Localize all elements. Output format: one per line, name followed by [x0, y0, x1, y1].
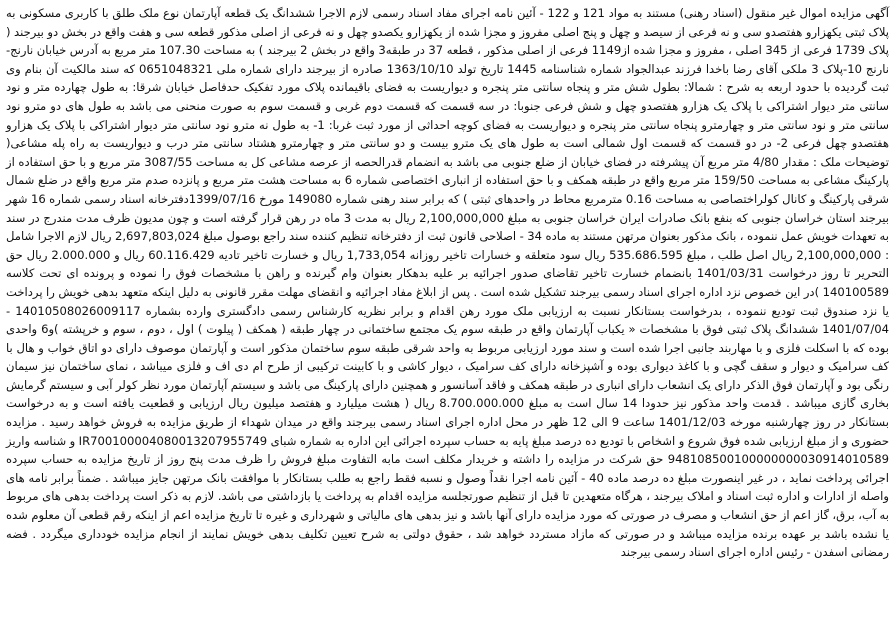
- auction-notice-text: آگهی مزایده اموال غیر منقول (اسناد رهنی) مستند به مواد 121 و 122 - آئین نامه اجرای مفاد اسناد رسمی لازم الاجرا ششدانگ یک قطعه آپارتمان نوع ملک طلق با کاربری مسکونی به پلاک ثبتی یکهزارو هفتصدو سی و نه فرعی از سیصد و چهل و پنج اصلی مفروز و مجزا شده از یکهزارو یکصدو چهل و نه فرعی از اصلی مذکور قطعه سی و هفت واقع در بخش دو بیرجند ( پلاک 1739 فرعی از 345 اصلی ، مفروز و مجزا شده از1149 فرعی از اصلی مذکور ، قطعه 37 در طبقه3 واقع در بخش 2 بیرجند ) به مساحت 107.30 متر مربع به آدرس خیابان نارنج-نارنج 10-پلاک 3 ملکی آقای رضا باخدا فرزند عبدالجواد شماره شناسنامه 1445 تاریخ تولد 1363/10/10 صادره از بیرجند دارای شماره ملی 0651048321 که سند مالکیت آن بنام وی ثبت گردیده با حدود اربعه به شرح : شمالا: بطول شش متر و پنجاه سانتی متر پنجره و دیواریست به فضای باقیمانده پلاک مورد تفکیک حدفاصل خیابان شرقا: به طول چهارده متر و نود سانتی متر دیوار اشتراکی با پلاک یک هزارو هفتصدو چهل و شش فرعی جنوبا: در سه قسمت که قسمت دوم غربی و قسمت سوم به صورت منحنی می باشد به طول های دو مترو نود سانتی متر و نود سانتی متر و چهارمترو پنجاه سانتی متر پنجره و دیواریست به فضای کوچه احداثی از مورد ثبت غربا: 1- به طول نه مترو نود سانتی متر دیوار اشتراکی با پلاک یک هزارو هفتصدو چهل فرعی 2- در دو قسمت که قسمت اول شمالی است به طول های یک مترو بیست و دو سانتی متر و چهارمترو هشتاد سانتی متر درب و دیواریست به راه پله مشاعی( توضیحات ملک : مقدار 4/80 متر مربع آن پیشرفته در فضای خیابان از ضلع جنوبی می باشد به انضمام قدرالحصه از عرصه مشاعی کل به مساحت 3087/55 متر مربع و با حق استفاده از پارکینگ مشاعی به مساحت 159/50 متر مربع واقع در طبقه همکف و با حق استفاده از انباری اختصاصی شماره 6 به مساحت هشت متر مربع و پانزده صدم متر مربع واقع در ضلع شمال شرقی پارکینگ و کانال کولراختصاصی به مساحت 0.16 مترمربع محاط در واحدهای ثبتی ) که برابر سند رهنی شماره 149080 مورخ 1399/07/16دفترخانه اسناد رسمی شماره 16 شهر بیرجند استان خراسان جنوبی که بنفع بانک صادرات ایران خراسان جنوبی به مبلغ 2,100,000,000 ریال به مدت 3 ماه در رهن قرار گرفته است و چون مدیون ظرف مدت مندرج در سند به تعهدات خویش عمل ننموده ، بانک مذکور بعنوان مرتهن مستند به ماده 34 - اصلاحی قانون ثبت از دفترخانه تنظیم کننده سند راجع بوصول مبلغ 2,697,803,024 ریال لازم الاجرا شامل : 2,100,000,000 ریال اصل طلب ، مبلغ 535.686.595 ریال سود متعلقه و خسارات تاخیر روزانه 1,733,054 ریال و خسارت تاخیر تادیه 60.116.429 ریال و 2.000.000 ریال حق التحریر تا روز درخواست 1401/03/31 بانضمام خسارت تاخیر تقاضای صدور اجرائیه بر علیه بدهکار بعنوان وام گیرنده و راهن با مشخصات فوق را نموده و پرونده ای تحت کلاسه 140100589 )در این خصوص نزد اداره اجرای اسناد رسمی بیرجند تشکیل شده است . پس از ابلاغ مفاد اجرائیه و انقضای مهلت مقرر قانونی به دلیل اینکه متعهد بدهی خویش را پرداخت یا نزد صندوق ثبت تودیع ننموده ، بدرخواست بستانکار نسبت به ارزیابی ملک مورد رهن اقدام و برابر نظریه کارشناس رسمی دادگستری وارده بشماره 14010508026009117 - 1401/07/04 ششدانگ پلاک ثبتی فوق با مشخصات « یکباب آپارتمان واقع در طبقه سوم یک مجتمع ساختمانی در چهار طبقه ( همکف ( پیلوت ) اول ، دوم ، سوم و خرپشته )و6 واحدی بوده که با اسکلت فلزی و با مهاربند جانبی اجرا شده است و سند مورد ارزیابی مربوط به واحد شرقی طبقه سوم ساختمان مذکور است و آپارتمان موصوف دارای دو اتاق خواب و هال با کف سرامیک و دیوار و سقف گچی و با کاغذ دیواری بوده و آشپزخانه دارای کف سرامیک ، دیوار کاشی و با کابینت ترکیبی از طرح ام دی اف و فلزی میباشد ، نمای ساختمان نیز سیمان رنگی بود و آپارتمان فوق الذکر دارای یک انشعاب دارای انباری در طبقه همکف و فاقد آسانسور و همچنین دارای پارکینگ می باشد و سیستم آپارتمان مورد نظر کولر آبی و سیستم گرمایش بخاری گازی میباشد . قدمت واحد مذکور نیز حدودا 14 سال است به مبلغ 8.700.000.000 ریال ( هشت میلیارد و هفتصد میلیون ریال ارزیابی و قطعیت یافته است و به درخواست بستانکار در روز چهارشنبه مورخه 1401/12/03 ساعت 9 الی 12 ظهر در محل اداره اجرای اسناد رسمی بیرجند واقع در میدان شهداء از طریق مزایده به فروش خواهد رسید . مزایده حضوری و از مبلغ ارزیابی شده فوق شروع و اشخاص با تودیع ده درصد مبلغ پایه به حساب سپرده اجرائی این اداره به شماره شبای IR700100004080013207955749 و شناسه واریز 948108500100000000030914010589 حق شرکت در مزایده را داشته و خریدار مکلف است مابه التفاوت مبلغ فروش را ظرف مدت پنج روز از تاریخ مزایده به حساب سپرده اجرائی پرداخت نماید ، در غیر اینصورت مبلغ ده درصد ماده 40 - آئین نامه اجرا نقداً وصول و نسبه فقط راجع به طلب بستانکار با موافقت بانک مرتهن جایز میباشد . ضمناً برابر نامه های واصله از ادارات و اداره ثبت اسناد و املاک بیرجند ، هرگاه متعهدین تا قبل از تنظیم صورتجلسه مزایده اقدام به پرداخت یا بازداشتی می باشد. لازم به ذکر است پرداخت بدهی های مربوط به آب، برق، گاز اعم از حق انشعاب و مصرف در صورتی که مورد مزایده دارای آنها باشد و نیز بدهی های مالیاتی و شهرداری و غیره تا تاریخ مزایده اعم از اینکه رقم قطعی آن معلوم شده یا نشده باشد بر عهده برنده مزایده میباشد و در صورتی که مازاد مستردد خواهد شد ، حقوق دولتی به شرح تعیین تکلیف بدهی خویش نمایند از انجام مزایده خودداری میگردد . فضه رمضانی اسفدن - رئیس اداره اجرای اسناد رسمی بیرجند: [6, 6, 890, 560]
